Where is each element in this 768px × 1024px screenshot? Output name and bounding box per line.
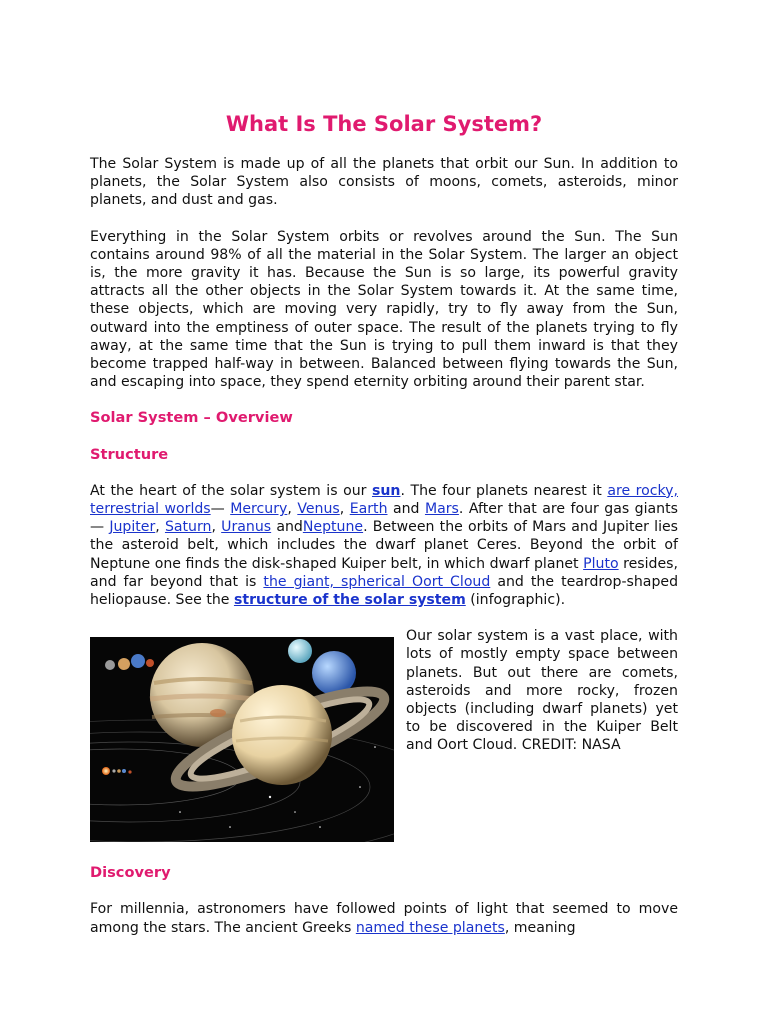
text-span: , [339,501,350,518]
text-span: . After that are four gas giants — [90,501,678,536]
text-span: resides, and far beyond that is [90,555,678,590]
text-span: (infographic). [465,592,566,609]
link-uranus[interactable]: Uranus [221,519,272,536]
text-span: and [387,501,425,518]
article-body [90,155,678,937]
link-mercury[interactable]: Mercury [230,501,288,518]
link-earth[interactable]: Earth [349,501,388,518]
text-span: , [287,501,298,518]
figure-section [90,627,678,846]
link-mars[interactable]: Mars [424,501,459,518]
intro-paragraph-1: The Solar System is made up of all the planets that orbit our Sun. In addition to planets, the Solar System also consists of moons, comets, asteroids, minor planets, and dust and gas. [90,156,678,209]
text-span: — [210,501,231,518]
link-structure-of-solar-system[interactable]: structure of the solar system [233,592,466,609]
figure-caption: Our solar system is a vast place, with lots of mostly empty space between planets. But out there are comets, asteroids and more rocky, frozen objects (including dwarf planets) yet to be discovered in the Kuiper Belt and Oort Cloud. CREDIT: NASA [406,628,678,754]
link-pluto[interactable]: Pluto [583,555,619,572]
text-span: , meaning [504,919,576,936]
intro-paragraph-2: Everything in the Solar System orbits or revolves around the Sun. The Sun contains around 98% of all the material in the Solar System. The larger an object is, the more gravity it has. Because the Sun is so large, its powerful gravity attracts all the other objects in the Solar System towards it. At the same time, these objects, which are moving very rapidly, try to fly away from the Sun, outward into the emptiness of outer space. The result of the planets trying to fly away, at the same time that the Sun is trying to pull them inward is that they become trapped half-way in between. Balanced between flying towards the Sun, and escaping into space, they spend eternity orbiting around their parent star. [90,228,678,391]
link-venus[interactable]: Venus [297,501,340,518]
heading-structure: Structure [90,445,169,463]
text-span: For millennia, astronomers have followed points of light that seemed to move among the stars. The ancient Greeks [90,901,678,936]
link-neptune[interactable]: Neptune [302,519,364,536]
structure-paragraph [90,482,678,609]
text-span: . The four planets nearest it [400,482,608,499]
text-span: At the heart of the solar system is our [90,482,372,499]
link-saturn[interactable]: Saturn [164,519,212,536]
text-span: . Between the orbits of Mars and Jupiter lies the asteroid belt, which includes the dwarf planet Ceres. Beyond the orbit of Neptune one finds the disk-shaped Kuiper belt, in which dwarf planet [90,519,678,572]
text-span: , [155,519,165,536]
link-named-these-planets[interactable]: named these planets [355,919,505,936]
link-oort-cloud[interactable]: the giant, spherical Oort Cloud [263,573,491,590]
text-span: , [211,519,222,536]
discovery-paragraph [90,900,678,936]
link-jupiter[interactable]: Jupiter [109,519,156,536]
page-title: What Is The Solar System? [225,112,543,136]
solar-system-image [90,637,394,842]
text-span: and the teardrop-shaped heliopause. See the [90,573,679,609]
heading-overview: Solar System – Overview [90,409,293,427]
link-rocky-worlds[interactable]: are rocky, terrestrial worlds [90,482,678,518]
link-sun[interactable]: sun [371,482,401,499]
heading-discovery: Discovery [90,864,171,882]
text-span: and [271,519,303,536]
